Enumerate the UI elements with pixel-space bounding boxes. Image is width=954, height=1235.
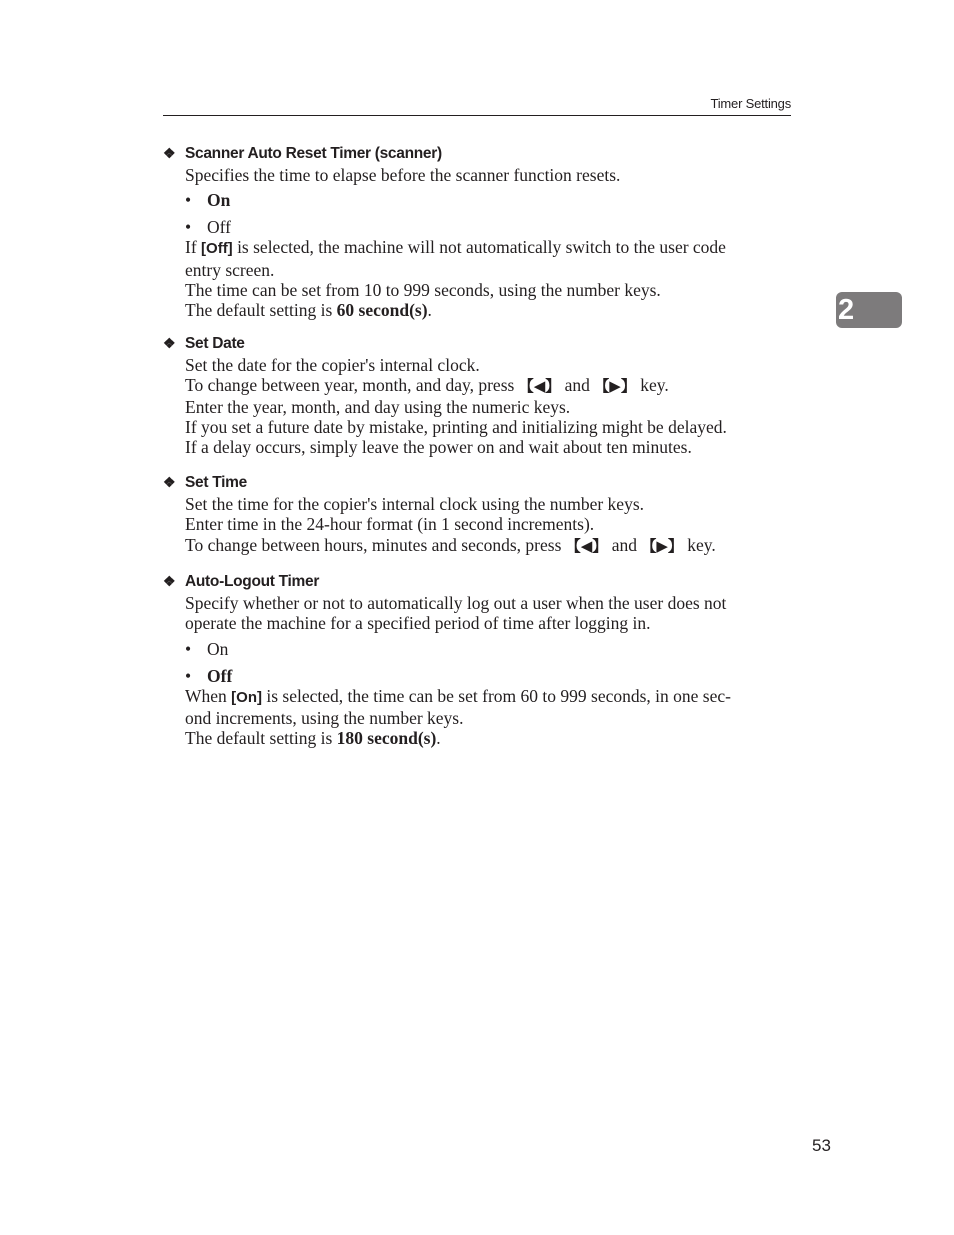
paragraph: Specify whether or not to automatically log out a user when the user does not — [185, 593, 727, 613]
bullet-dot: • — [185, 665, 192, 686]
running-title: Timer Settings — [710, 96, 791, 111]
option-label: On — [207, 638, 229, 659]
section-title: Set Time — [185, 474, 247, 491]
section-set-date — [163, 333, 803, 457]
default-value: 60 second(s) — [336, 300, 428, 321]
paragraph: The time can be set from 10 to 999 seconds, using the number keys. — [185, 279, 661, 300]
diamond-bullet-icon: ❖ — [163, 573, 176, 589]
section-heading — [163, 472, 803, 492]
option-label: Off — [207, 217, 231, 238]
paragraph: operate the machine for a specified period of time after logging in. — [185, 613, 651, 634]
option-label-default: Off — [207, 665, 233, 686]
paragraph: Set the date for the copier's internal clock. — [185, 355, 480, 375]
section-heading — [163, 143, 803, 163]
section-heading — [163, 571, 803, 591]
option-item-off — [185, 217, 803, 237]
bullet-dot: • — [185, 190, 192, 211]
paragraph: If you set a future date by mistake, printing and initializing might be delayed. — [185, 416, 727, 437]
default-setting: The default setting is 60 second(s). — [185, 300, 432, 321]
key-reference: [On] — [231, 688, 262, 706]
diamond-bullet-icon: ❖ — [163, 335, 176, 351]
option-item-off — [185, 666, 803, 686]
section-title: Set Date — [185, 335, 245, 352]
default-value: 180 second(s) — [336, 728, 437, 749]
default-setting: The default setting is 180 second(s). — [185, 728, 441, 749]
paragraph: To change between year, month, and day, press 【◀】 and 【▶】 key. — [185, 375, 669, 396]
paragraph: Specifies the time to elapse before the scanner function resets. — [185, 165, 621, 185]
paragraph: ond increments, using the number keys. — [185, 707, 464, 728]
right-arrow-key-icon: 【▶】 — [641, 536, 683, 555]
section-set-time — [163, 472, 803, 556]
section-title: Auto-Logout Timer — [185, 573, 320, 590]
chapter-number: 2 — [838, 294, 855, 326]
left-arrow-key-icon: 【◀】 — [518, 377, 561, 396]
section-title: Scanner Auto Reset Timer (scanner) — [185, 145, 442, 162]
paragraph: If [Off] is selected, the machine will not automatically switch to the user code — [185, 237, 726, 258]
diamond-bullet-icon: ❖ — [163, 145, 176, 161]
diamond-bullet-icon: ❖ — [163, 474, 176, 490]
section-auto-logout-timer — [163, 571, 803, 748]
option-item-on — [185, 639, 803, 666]
option-item-on — [185, 190, 803, 217]
option-label-default: On — [207, 190, 231, 211]
section-scanner-auto-reset — [163, 143, 803, 320]
right-arrow-key-icon: 【▶】 — [594, 377, 636, 396]
paragraph: Enter the year, month, and day using the numeric keys. — [185, 396, 571, 417]
paragraph: If a delay occurs, simply leave the power on and wait about ten minutes. — [185, 437, 692, 458]
left-arrow-key-icon: 【◀】 — [565, 536, 608, 555]
paragraph: When [On] is selected, the time can be set from 60 to 999 seconds, in one sec- — [185, 685, 731, 706]
key-reference: [Off] — [201, 240, 233, 258]
paragraph: entry screen. — [185, 259, 275, 280]
section-heading — [163, 333, 803, 353]
page-number: 53 — [812, 1136, 831, 1155]
bullet-dot: • — [185, 638, 192, 659]
paragraph: Enter time in the 24-hour format (in 1 second increments). — [185, 514, 595, 535]
paragraph: To change between hours, minutes and seconds, press 【◀】 and 【▶】 key. — [185, 534, 716, 555]
paragraph: Set the time for the copier's internal clock using the number keys. — [185, 494, 644, 514]
bullet-dot: • — [185, 217, 192, 238]
chapter-tab — [836, 292, 902, 328]
running-header — [163, 95, 791, 116]
